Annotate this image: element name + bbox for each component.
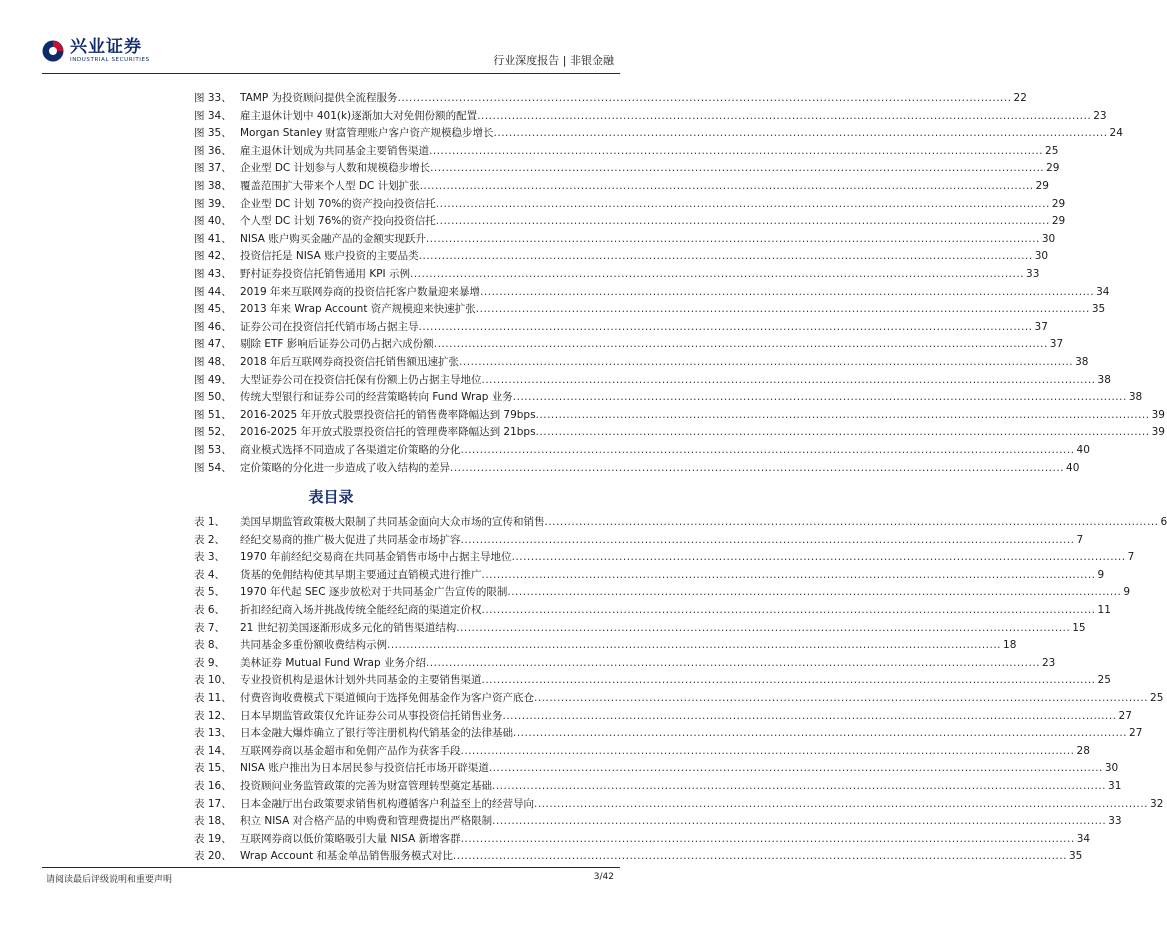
dot-leader: ................................................................................................................................................................ — [410, 268, 1025, 280]
figure-entry[interactable] — [194, 318, 1048, 336]
table-page-number: 6 — [1160, 516, 1167, 528]
dot-leader: ................................................................................................................................................................ — [534, 797, 1149, 810]
report-category: 行业深度报告 | 非银金融 — [493, 54, 614, 67]
table-entry[interactable] — [194, 707, 1132, 725]
figure-entry[interactable] — [194, 283, 1110, 301]
figure-entry[interactable] — [194, 335, 1064, 353]
dot-leader: ................................................................................................................................................................ — [511, 551, 1126, 564]
dot-leader: ................................................................................................................................................................ — [481, 674, 1096, 687]
dot-leader: ................................................................................................................................................................ — [502, 709, 1117, 722]
figure-title: NISA 账户购买金融产品的金额实现跃升 — [240, 232, 426, 245]
dot-leader: ................................................................................................................................................................ — [459, 356, 1074, 368]
table-page-number: 27 — [1118, 709, 1132, 722]
figure-title: 投资信托是 NISA 账户投资的主要品类 — [240, 250, 419, 263]
figure-number: 图 54、 — [194, 461, 232, 474]
company-logo — [42, 38, 150, 64]
dot-leader: ................................................................................................................................................................ — [492, 780, 1107, 792]
dot-leader: ................................................................................................................................................................ — [534, 692, 1149, 704]
dot-leader: ................................................................................................................................................................ — [460, 533, 1075, 546]
figure-title: 覆盖范围扩大带来个人型 DC 计划扩张 — [240, 180, 420, 192]
dot-leader: ................................................................................................................................................................ — [513, 727, 1128, 740]
figure-number: 图 34、 — [194, 109, 232, 122]
figure-title: 证券公司在投资信托代销市场占据主导 — [240, 320, 419, 333]
footer-divider — [42, 867, 620, 868]
header-divider — [42, 73, 620, 74]
figure-page-number: 29 — [1051, 197, 1066, 210]
figure-page-number: 29 — [1046, 162, 1060, 175]
table-title: 1970 年代起 SEC 逐步放松对于共同基金广告宣传的限制 — [240, 586, 508, 599]
table-entry[interactable] — [194, 566, 1105, 584]
figure-page-number: 37 — [1034, 320, 1048, 333]
figure-title: 2018 年后互联网券商投资信托销售额迅速扩张 — [240, 356, 460, 368]
dot-leader: ................................................................................................................................................................ — [460, 832, 1075, 845]
figure-number: 图 50、 — [194, 391, 232, 404]
dot-leader: ................................................................................................................................................................ — [477, 109, 1092, 122]
figure-title: 剔除 ETF 影响后证券公司仍占据六成份额 — [240, 338, 434, 351]
figure-entry[interactable] — [194, 371, 1111, 389]
figure-number: 图 45、 — [194, 303, 232, 316]
dot-leader: ................................................................................................................................................................ — [535, 426, 1150, 439]
table-page-number: 11 — [1097, 604, 1111, 616]
figure-page-number: 33 — [1026, 268, 1040, 280]
figure-number: 图 53、 — [194, 444, 232, 456]
dot-leader: ................................................................................................................................................................ — [488, 762, 1103, 775]
figure-entry[interactable] — [194, 107, 1107, 125]
figure-title: 2016-2025 年开放式股票投资信托的销售费率降幅达到 79bps — [240, 408, 536, 421]
figure-entry[interactable] — [194, 406, 1165, 424]
table-page-number: 9 — [1123, 586, 1131, 599]
figure-title: 2016-2025 年开放式股票投资信托的管理费率降幅达到 21bps — [240, 426, 536, 439]
table-title: 折扣经纪商入场并挑战传统全能经纪商的渠道定价权 — [240, 604, 482, 616]
table-page-number: 28 — [1076, 744, 1090, 757]
figure-entry[interactable] — [194, 265, 1040, 283]
figure-page-number: 40 — [1066, 461, 1080, 474]
figure-page-number: 30 — [1034, 250, 1049, 263]
table-entry[interactable] — [194, 671, 1111, 689]
figure-page-number: 38 — [1097, 373, 1111, 386]
table-title: 投资顾问业务监管政策的完善为财富管理转型奠定基础 — [240, 780, 492, 792]
table-title: 共同基金多重份额收费结构示例 — [240, 639, 387, 652]
table-title: 美林证券 Mutual Fund Wrap 业务介绍 — [240, 656, 426, 669]
dot-leader: ................................................................................................................................................................ — [512, 391, 1127, 404]
figure-title: 2019 年来互联网券商的投资信托客户数量迎来暴增 — [240, 285, 481, 298]
table-entry[interactable] — [194, 531, 1084, 549]
table-page-number: 33 — [1108, 815, 1122, 828]
table-entry[interactable] — [194, 513, 1167, 531]
figure-page-number: 23 — [1093, 109, 1107, 122]
dot-leader: ................................................................................................................................................................ — [481, 604, 1096, 616]
table-number: 表 20、 — [194, 850, 232, 863]
table-page-number: 25 — [1150, 692, 1164, 704]
figure-page-number: 39 — [1151, 426, 1165, 439]
dot-leader: ................................................................................................................................................................ — [460, 444, 1075, 456]
table-page-number: 32 — [1150, 797, 1164, 810]
table-page-number: 15 — [1072, 621, 1086, 634]
table-title: 互联网券商以基金超市和免佣产品作为获客手段 — [240, 744, 461, 757]
dot-leader: ................................................................................................................................................................ — [433, 338, 1048, 351]
table-page-number: 23 — [1042, 656, 1056, 669]
dot-leader: ................................................................................................................................................................ — [452, 850, 1067, 863]
table-entry[interactable] — [194, 654, 1056, 672]
table-page-number: 31 — [1108, 780, 1122, 792]
table-page-number: 9 — [1097, 568, 1105, 581]
table-page-number: 25 — [1097, 674, 1111, 687]
figure-number: 图 41、 — [194, 232, 232, 245]
figure-entry[interactable] — [194, 388, 1143, 406]
table-title: 积立 NISA 对合格产品的申购费和管理费提出严格限制 — [240, 815, 493, 828]
dot-leader: ................................................................................................................................................................ — [507, 586, 1122, 599]
figure-page-number: 22 — [1013, 92, 1027, 104]
table-page-number: 7 — [1127, 551, 1135, 564]
figure-number: 图 35、 — [194, 127, 232, 140]
table-number: 表 17、 — [194, 797, 232, 810]
dot-leader: ................................................................................................................................................................ — [425, 232, 1040, 245]
figure-number: 图 43、 — [194, 268, 232, 280]
figure-page-number: 24 — [1109, 127, 1123, 140]
logo-mark-icon — [42, 40, 64, 62]
figure-page-number: 29 — [1035, 180, 1049, 192]
dot-leader: ................................................................................................................................................................ — [397, 92, 1012, 104]
logo-chinese-name: 兴业证券 — [70, 37, 142, 57]
dot-leader: ................................................................................................................................................................ — [544, 516, 1159, 528]
dot-leader: ................................................................................................................................................................ — [450, 461, 1065, 474]
figure-entry[interactable] — [194, 300, 1106, 318]
figure-title: 传统大型银行和证券公司的经营策略转向 Fund Wrap 业务 — [240, 391, 513, 404]
figure-title: TAMP 为投资顾问提供全流程服务 — [240, 92, 398, 104]
table-title: 专业投资机构是退休计划外共同基金的主要销售渠道 — [240, 674, 482, 687]
table-page-number: 35 — [1068, 850, 1083, 863]
figure-title: 2013 年来 Wrap Account 资产规模迎来快速扩张 — [240, 303, 476, 316]
table-page-number: 27 — [1129, 727, 1143, 740]
figure-entry[interactable] — [194, 124, 1123, 142]
table-title: 美国早期监管政策极大限制了共同基金面向大众市场的宣传和销售 — [240, 516, 545, 528]
dot-leader: ................................................................................................................................................................ — [418, 320, 1033, 333]
figure-entry[interactable] — [194, 441, 1090, 459]
table-title: 日本早期监管政策仅允许证券公司从事投资信托销售业务 — [240, 709, 503, 722]
figure-title: 企业型 DC 计划参与人数和规模稳步增长 — [240, 162, 431, 175]
figure-title: 雇主退休计划中 401(k)逐渐加大对免佣份额的配置 — [240, 109, 478, 122]
figure-number: 图 36、 — [194, 144, 232, 157]
dot-leader: ................................................................................................................................................................ — [481, 568, 1096, 581]
figure-title: 定价策略的分化进一步造成了收入结构的差异 — [240, 461, 450, 474]
figure-entry[interactable] — [194, 247, 1049, 265]
figure-number: 图 37、 — [194, 162, 232, 175]
table-number: 表 10、 — [194, 674, 232, 687]
table-number: 表 13、 — [194, 727, 232, 740]
table-entry[interactable] — [194, 742, 1090, 760]
figure-entry[interactable] — [194, 89, 1027, 107]
table-entry[interactable] — [194, 830, 1091, 848]
table-number: 表 11、 — [194, 692, 232, 704]
table-entry[interactable] — [194, 601, 1111, 619]
figure-entry[interactable] — [194, 423, 1165, 441]
figure-page-number: 39 — [1151, 408, 1165, 421]
dot-leader: ................................................................................................................................................................ — [492, 815, 1107, 828]
figure-title: Morgan Stanley 财富管理账户客户资产规模稳步增长 — [240, 127, 494, 140]
figure-number: 图 51、 — [194, 408, 232, 421]
figure-title: 个人型 DC 计划 76%的资产投向投资信托 — [240, 215, 436, 228]
table-number: 表 5、 — [194, 586, 226, 599]
figure-number: 图 52、 — [194, 426, 232, 439]
table-entry[interactable] — [194, 724, 1143, 742]
table-number: 表 4、 — [194, 568, 226, 581]
figure-page-number: 30 — [1041, 232, 1056, 245]
table-entry[interactable] — [194, 689, 1164, 707]
figure-number: 图 49、 — [194, 373, 232, 386]
dot-leader: ................................................................................................................................................................ — [430, 162, 1045, 175]
table-number: 表 18、 — [194, 815, 232, 828]
dot-leader: ................................................................................................................................................................ — [419, 180, 1034, 192]
figure-number: 图 33、 — [194, 92, 232, 104]
figure-number: 图 42、 — [194, 250, 232, 263]
figure-number: 图 39、 — [194, 197, 232, 210]
figure-entry[interactable] — [194, 159, 1060, 177]
table-title: 互联网券商以低价策略吸引大量 NISA 新增客群 — [240, 832, 461, 845]
figure-entry[interactable] — [194, 177, 1049, 195]
dot-leader: ................................................................................................................................................................ — [425, 656, 1040, 669]
figure-page-number: 37 — [1049, 338, 1064, 351]
table-title: 货基的免佣结构使其早期主要通过直销模式进行推广 — [240, 568, 482, 581]
figure-page-number: 25 — [1045, 144, 1059, 157]
figure-title: 商业模式选择不同造成了各渠道定价策略的分化 — [240, 444, 461, 456]
dot-leader: ................................................................................................................................................................ — [418, 250, 1033, 263]
figure-entry[interactable] — [194, 195, 1066, 213]
table-entry[interactable] — [194, 636, 1017, 654]
figure-page-number: 29 — [1051, 215, 1066, 228]
page-number: 3/42 — [593, 872, 614, 882]
table-entry[interactable] — [194, 777, 1122, 795]
table-title: Wrap Account 和基金单品销售服务模式对比 — [240, 850, 453, 863]
dot-leader: ................................................................................................................................................................ — [387, 639, 1002, 652]
table-number: 表 6、 — [194, 604, 226, 616]
footer-disclaimer: 请阅读最后评级说明和重要声明 — [46, 875, 173, 885]
table-title: 日本金融厅出台政策要求销售机构遵循客户利益至上的经营导向 — [240, 797, 534, 810]
table-number: 表 1、 — [194, 516, 226, 528]
figure-entry[interactable] — [194, 212, 1066, 230]
figure-number: 图 38、 — [194, 180, 232, 192]
page-header — [0, 0, 662, 80]
table-title: 21 世纪初美国逐渐形成多元化的销售渠道结构 — [240, 621, 457, 634]
table-page-number: 34 — [1076, 832, 1091, 845]
dot-leader: ................................................................................................................................................................ — [460, 744, 1075, 757]
figure-entry[interactable] — [194, 230, 1056, 248]
figure-entry[interactable] — [194, 459, 1080, 477]
table-page-number: 18 — [1003, 639, 1017, 652]
table-number: 表 8、 — [194, 639, 226, 652]
table-number: 表 3、 — [194, 551, 226, 564]
table-number: 表 9、 — [194, 656, 226, 669]
dot-leader: ................................................................................................................................................................ — [435, 197, 1050, 210]
figure-number: 图 48、 — [194, 356, 232, 368]
table-title: 付费咨询收费模式下渠道倾向于选择免佣基金作为客户资产底仓 — [240, 692, 534, 704]
tables-section-title: 表目录 — [308, 488, 354, 506]
table-entry[interactable] — [194, 619, 1086, 637]
figure-page-number: 34 — [1096, 285, 1110, 298]
table-number: 表 12、 — [194, 709, 232, 722]
dot-leader: ................................................................................................................................................................ — [429, 144, 1044, 157]
figure-number: 图 40、 — [194, 215, 232, 228]
figure-title: 企业型 DC 计划 70%的资产投向投资信托 — [240, 197, 436, 210]
logo-english-name: INDUSTRIAL SECURITIES — [70, 57, 150, 63]
table-number: 表 19、 — [194, 832, 232, 845]
table-number: 表 15、 — [194, 762, 232, 775]
dot-leader: ................................................................................................................................................................ — [493, 127, 1108, 140]
table-entry[interactable] — [194, 812, 1122, 830]
table-title: NISA 账户推出为日本居民参与投资信托市场开辟渠道 — [240, 762, 489, 775]
table-title: 日本金融大爆炸确立了银行等注册机构代销基金的法律基础 — [240, 727, 513, 740]
dot-leader: ................................................................................................................................................................ — [435, 215, 1050, 228]
dot-leader: ................................................................................................................................................................ — [481, 373, 1096, 386]
table-page-number: 7 — [1076, 533, 1084, 546]
figure-entry[interactable] — [194, 353, 1089, 371]
table-number: 表 7、 — [194, 621, 226, 634]
figure-title: 大型证券公司在投资信托保有份额上仍占据主导地位 — [240, 373, 482, 386]
table-entry[interactable] — [194, 583, 1131, 601]
figure-number: 图 44、 — [194, 285, 232, 298]
figure-number: 图 46、 — [194, 320, 232, 333]
figure-title: 雇主退休计划成为共同基金主要销售渠道 — [240, 144, 429, 157]
table-entry[interactable] — [194, 847, 1083, 865]
table-number: 表 2、 — [194, 533, 226, 546]
dot-leader: ................................................................................................................................................................ — [535, 408, 1150, 421]
figure-page-number: 40 — [1076, 444, 1090, 456]
table-entry[interactable] — [194, 548, 1135, 566]
figure-title: 野村证券投资信托销售通用 KPI 示例 — [240, 268, 410, 280]
dot-leader: ................................................................................................................................................................ — [456, 621, 1071, 634]
table-number: 表 16、 — [194, 780, 232, 792]
table-title: 经纪交易商的推广极大促进了共同基金市场扩容 — [240, 533, 461, 546]
table-entry[interactable] — [194, 759, 1119, 777]
figure-page-number: 38 — [1075, 356, 1089, 368]
table-title: 1970 年前经纪交易商在共同基金销售市场中占据主导地位 — [240, 551, 512, 564]
figure-entry[interactable] — [194, 142, 1059, 160]
table-number: 表 14、 — [194, 744, 232, 757]
dot-leader: ................................................................................................................................................................ — [480, 285, 1095, 298]
figure-page-number: 38 — [1128, 391, 1143, 404]
dot-leader: ................................................................................................................................................................ — [475, 303, 1090, 316]
table-page-number: 30 — [1104, 762, 1119, 775]
figure-number: 图 47、 — [194, 338, 232, 351]
table-entry[interactable] — [194, 795, 1164, 813]
figure-page-number: 35 — [1091, 303, 1106, 316]
